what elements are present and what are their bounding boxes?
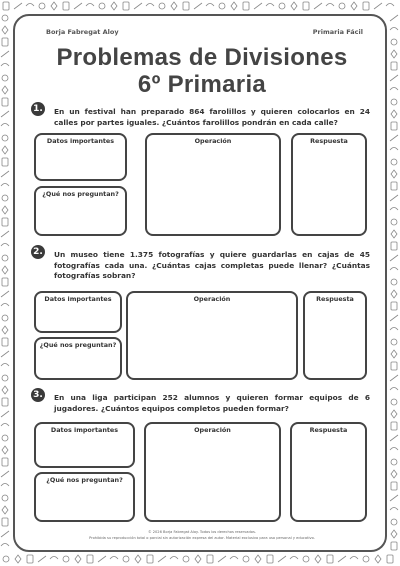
pregunta-label: ¿Qué nos preguntan? (39, 341, 117, 349)
footer-copyright: © 2026 Borja Fabregat Aloy. Todos los derechos reservados. (148, 530, 256, 534)
datos-label: Datos importantes (46, 137, 115, 145)
problem-1-pregunta-box[interactable] (34, 186, 127, 236)
problem-3-number: 3. (31, 388, 45, 402)
respuesta-label: Respuesta (316, 295, 354, 303)
title-line-2: 6º Primaria (137, 71, 267, 98)
footer-license: Prohibida su reproducción total o parcial sin autorización expresa del autor. Material exclusivo para uso personal y educativo. (89, 536, 315, 540)
problem-2-datos-box[interactable] (34, 291, 122, 333)
problem-1-number: 1. (31, 102, 45, 116)
operacion-label: Operación (193, 295, 231, 303)
problem-1-respuesta-box[interactable] (291, 133, 367, 236)
level-label: Primaria Fácil (312, 28, 363, 36)
problem-2-number: 2. (31, 245, 45, 259)
problem-3-pregunta-box[interactable] (34, 472, 135, 522)
problem-2-pregunta-box[interactable] (34, 337, 122, 380)
datos-label: Datos importantes (50, 426, 119, 434)
problem-2-text: Un museo tiene 1.375 fotografías y quiere guardarlas en cajas de 45 fotografías cada una. ¿Cuántas cajas completas puede llenar? ¿Cuántas fotografías sobran? (54, 250, 370, 280)
author-name: Borja Fabregat Aloy (46, 28, 119, 36)
worksheet-sheet (13, 14, 387, 552)
respuesta-label: Respuesta (309, 426, 348, 434)
datos-label: Datos importantes (44, 295, 112, 303)
operacion-label: Operación (194, 426, 231, 434)
problem-2-respuesta-box[interactable] (303, 291, 367, 380)
problem-3-respuesta-box[interactable] (290, 422, 367, 522)
problem-1-datos-box[interactable] (34, 133, 127, 181)
respuesta-label: Respuesta (310, 137, 348, 145)
pregunta-label: ¿Qué nos preguntan? (46, 476, 123, 484)
problem-3-datos-box[interactable] (34, 422, 135, 468)
operacion-label: Operación (194, 137, 232, 145)
problem-3-operacion-box[interactable] (144, 422, 281, 522)
problem-3-text: En una liga participan 252 alumnos y quieren formar equipos de 6 jugadores. ¿Cuántos equipos completos pueden formar? (54, 393, 370, 413)
problem-1-operacion-box[interactable] (145, 133, 281, 236)
problem-2-operacion-box[interactable] (126, 291, 298, 380)
problem-1-text: En un festival han preparado 864 farolillos y quieren colocarlos en 24 calles por partes iguales. ¿Cuántos farolillos pondrán en cada calle? (54, 107, 370, 127)
title-line-1: Problemas de Divisiones (56, 44, 348, 71)
pregunta-label: ¿Qué nos preguntan? (42, 190, 119, 198)
page-title (15, 44, 389, 98)
